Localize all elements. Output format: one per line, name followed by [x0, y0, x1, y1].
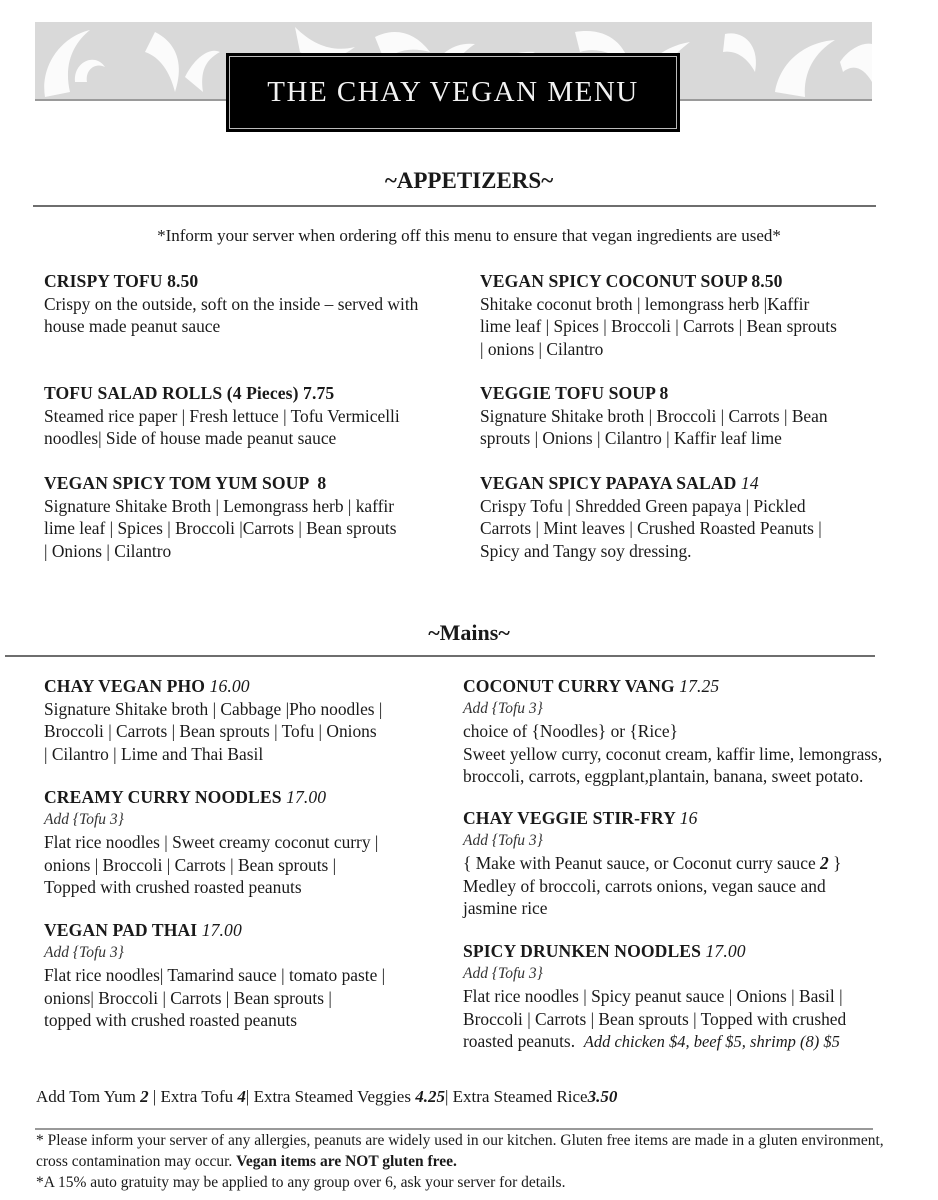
item-price: 17.00 [705, 941, 746, 961]
item-desc-line: house made peanut sauce [44, 316, 221, 336]
item-desc-line: Carrots | Mint leaves | Crushed Roasted Peanuts | [480, 518, 822, 538]
item-desc-line: | onions | Cilantro [480, 338, 604, 359]
item-price: 17.25 [679, 676, 720, 696]
mains-rule [5, 655, 875, 657]
item-name: CRISPY TOFU 8.50 [44, 271, 199, 291]
item-desc-line: Signature Shitake Broth | Lemongrass herb | kaffir [44, 495, 395, 516]
menu-item-crispy-tofu [44, 270, 418, 338]
extra-label: Add Tom Yum [36, 1087, 141, 1106]
item-desc-line: Signature Shitake broth | Broccoli | Carrots | Bean [480, 405, 828, 426]
item-desc-line: broccoli, carrots, eggplant,plantain, banana, sweet potato. [463, 766, 864, 786]
item-name: CHAY VEGAN PHO [44, 676, 206, 696]
item-desc-line: onions | Broccoli | Carrots | Bean sprouts | [44, 854, 337, 875]
item-desc-line: Topped with crushed roasted peanuts [44, 877, 302, 897]
mains-heading: ~Mains~ [428, 620, 510, 645]
item-addon: Add {Tofu 3} [44, 810, 124, 828]
extra-price: 4 [237, 1087, 246, 1106]
item-name: VEGGIE TOFU SOUP 8 [480, 383, 669, 403]
extra-price: 2 [140, 1087, 149, 1106]
item-addon: Add {Tofu 3} [44, 943, 124, 961]
sauce-option-close: } [828, 853, 842, 873]
item-name: VEGAN SPICY COCONUT SOUP 8.50 [480, 271, 783, 291]
extra-label: Extra Steamed Rice [452, 1087, 588, 1106]
item-name: COCONUT CURRY VANG [463, 676, 675, 696]
menu-item-chay-vegan-pho [44, 675, 382, 765]
menu-title-box [226, 53, 680, 132]
allergy-text: * Please inform your server of any allergies, peanuts are widely used in our kitchen. Gluten free items are made in a gluten environment, cross contamination may occur. [36, 1132, 884, 1170]
sauce-option-line [463, 852, 841, 875]
footer-notes [36, 1130, 886, 1193]
item-desc-line: noodles| Side of house made peanut sauce [44, 428, 337, 448]
extras-line [36, 1087, 617, 1107]
item-desc-line: Broccoli | Carrots | Bean sprouts | Tofu | Onions [44, 721, 377, 741]
menu-title: THE CHAY VEGAN MENU [267, 76, 639, 108]
extra-price: 3.50 [587, 1087, 618, 1106]
gratuity-notice: *A 15% auto gratuity may be applied to any group over 6, ask your server for details. [36, 1174, 566, 1191]
item-desc-line: sprouts | Onions | Cilantro | Kaffir leaf lime [480, 428, 782, 448]
extra-price: 4.25 [415, 1087, 445, 1106]
item-name: TOFU SALAD ROLLS (4 Pieces) 7.75 [44, 383, 335, 403]
menu-item-spicy-drunken-noodles [463, 940, 846, 1054]
item-desc-line: topped with crushed roasted peanuts [44, 1010, 298, 1030]
menu-item-tom-yum-soup [44, 472, 396, 562]
item-price: 17.00 [201, 920, 242, 940]
item-desc-line: Flat rice noodles| Tamarind sauce | tomato paste | [44, 965, 386, 985]
item-price: 14 [740, 473, 759, 493]
item-price: 16 [679, 808, 698, 828]
item-name: SPICY DRUNKEN NOODLES [463, 941, 702, 961]
appetizers-rule [33, 205, 876, 207]
item-desc-line: Flat rice noodles | Spicy peanut sauce | Onions | Basil | [463, 986, 843, 1006]
extra-separator: | [444, 1087, 453, 1106]
menu-item-chay-veggie-stir-fry [463, 807, 841, 920]
item-desc-line: Steamed rice paper | Fresh lettuce | Tofu Vermicelli [44, 405, 400, 426]
extra-separator: | [245, 1087, 254, 1106]
menu-item-veggie-tofu-soup [480, 382, 828, 450]
item-desc-line: Crispy on the outside, soft on the inside – served with [44, 293, 419, 314]
item-desc-line: Spicy and Tangy soy dressing. [480, 540, 692, 561]
item-name: VEGAN SPICY TOM YUM SOUP 8 [44, 473, 327, 493]
item-desc-line: Broccoli | Carrots | Bean sprouts | Topped with crushed [463, 1008, 847, 1029]
item-desc-line: Shitake coconut broth | lemongrass herb |Kaffir [480, 293, 810, 314]
menu-item-papaya-salad [480, 472, 822, 562]
item-desc-line: | Onions | Cilantro [44, 540, 172, 561]
item-desc-line [463, 1030, 846, 1054]
item-price: 17.00 [286, 787, 327, 807]
item-name: CHAY VEGGIE STIR-FRY [463, 808, 676, 828]
vegan-notice: *Inform your server when ordering off this menu to ensure that vegan ingredients are used* [157, 226, 781, 245]
item-desc-line: | Cilantro | Lime and Thai Basil [44, 743, 264, 764]
sauce-option-text: { Make with Peanut sauce, or Coconut curry sauce [463, 853, 821, 873]
sauce-option-price: 2 [820, 853, 829, 873]
protein-addon-text: Add chicken $4, beef $5, shrimp (8) $5 [583, 1032, 840, 1051]
item-desc-line: jasmine rice [463, 898, 548, 918]
item-desc-line: Sweet yellow curry, coconut cream, kaffir lime, lemongrass, [463, 743, 883, 764]
item-desc-line: choice of {Noodles} or {Rice} [463, 721, 678, 741]
menu-item-coconut-soup [480, 270, 837, 360]
item-addon: Add {Tofu 3} [463, 699, 543, 717]
item-desc-line: Flat rice noodles | Sweet creamy coconut curry | [44, 832, 379, 852]
extra-separator: | [148, 1087, 161, 1106]
item-name: VEGAN PAD THAI [44, 920, 198, 940]
menu-item-creamy-curry-noodles [44, 786, 378, 899]
menu-item-tofu-salad-rolls [44, 382, 400, 450]
item-desc-line: Crispy Tofu | Shredded Green papaya | Pickled [480, 495, 806, 516]
item-desc-text: roasted peanuts. [463, 1031, 584, 1051]
extra-label: Extra Tofu [160, 1087, 238, 1106]
extra-label: Extra Steamed Veggies [253, 1087, 416, 1106]
appetizers-heading: ~APPETIZERS~ [384, 168, 554, 193]
item-name: VEGAN SPICY PAPAYA SALAD [480, 473, 737, 493]
item-desc-line: Medley of broccoli, carrots onions, vegan sauce and [463, 875, 826, 896]
menu-item-coconut-curry-vang [463, 675, 882, 788]
allergy-notice [36, 1130, 886, 1172]
item-name: CREAMY CURRY NOODLES [44, 787, 282, 807]
item-desc-line: lime leaf | Spices | Broccoli | Carrots | Bean sprouts [480, 316, 837, 336]
menu-item-vegan-pad-thai [44, 919, 385, 1032]
gluten-warning: Vegan items are NOT gluten free. [236, 1153, 457, 1170]
item-addon: Add {Tofu 3} [463, 964, 543, 982]
item-price: 16.00 [209, 676, 250, 696]
item-addon: Add {Tofu 3} [463, 831, 543, 849]
item-desc-line: lime leaf | Spices | Broccoli |Carrots | Bean sprouts [44, 518, 397, 538]
item-desc-line: Signature Shitake broth | Cabbage |Pho noodles | [44, 698, 383, 719]
item-desc-line: onions| Broccoli | Carrots | Bean sprouts | [44, 987, 332, 1008]
